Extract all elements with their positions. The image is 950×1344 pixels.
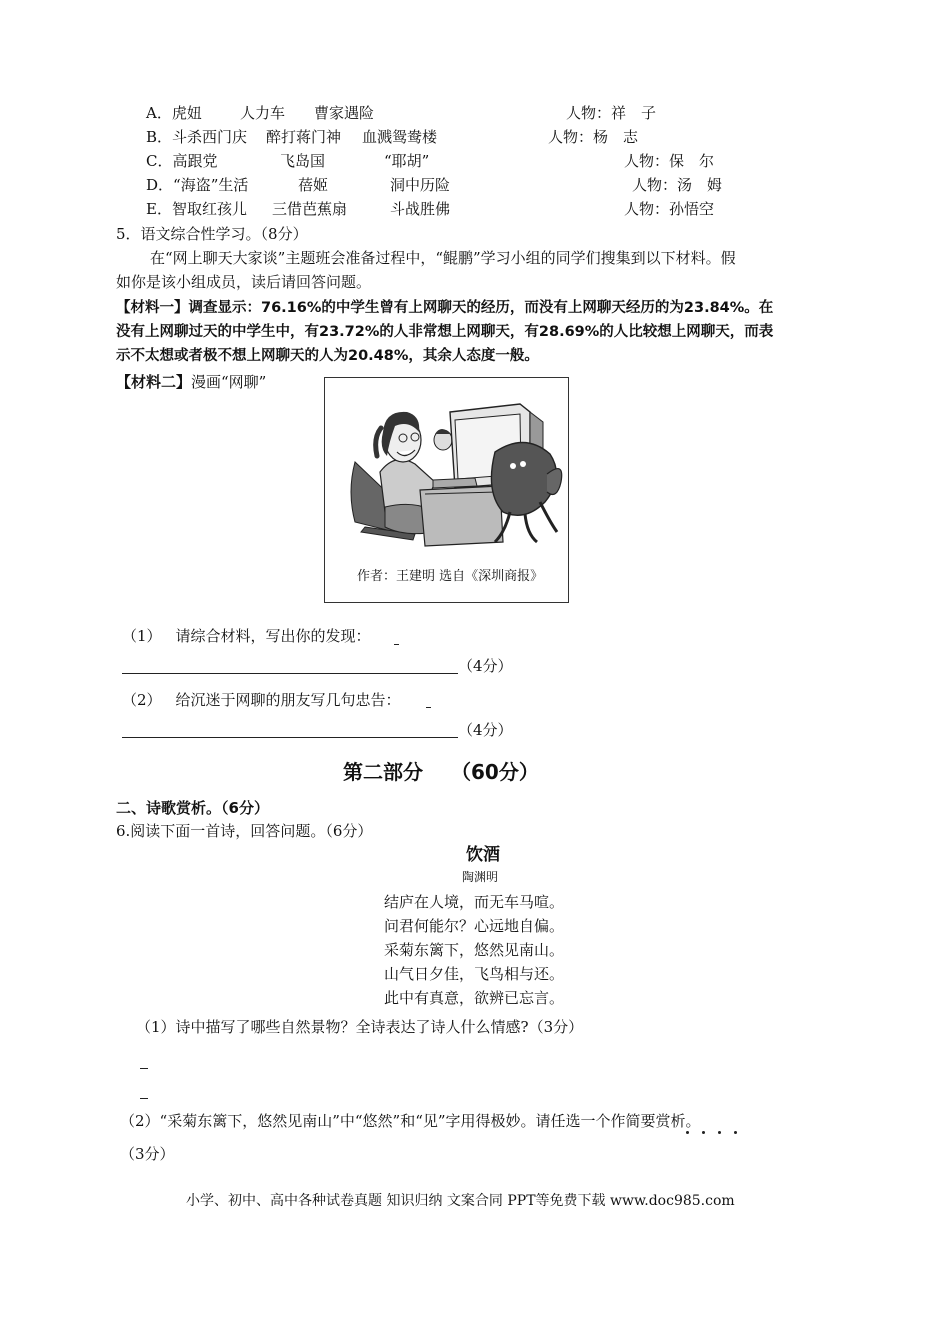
part2-heading: 第二部分 （60分） [343, 760, 539, 784]
option-e: E．智取红孩儿 [146, 200, 247, 218]
material-1-text: 示不太想或者极不想上网聊天的人为20.48%，其余人态度一般。 [116, 348, 539, 364]
option-item: “耶胡” [384, 152, 430, 170]
option-c: C．高跟党 [146, 152, 218, 170]
option-item: “海盗”生活 [173, 176, 249, 194]
emphasis-dot [686, 1131, 689, 1134]
q6-title: 6.阅读下面一首诗，回答问题。（6分） [116, 822, 373, 840]
option-item: 虎妞 [171, 104, 202, 122]
cartoon-illustration [325, 382, 567, 552]
option-b: B．斗杀西门庆 [146, 128, 248, 146]
option-item: 智取红孩儿 [171, 200, 247, 218]
option-item: 蓓姬 [298, 176, 329, 194]
material-1-label: 【材料一】 [116, 299, 189, 316]
material-2 [116, 372, 266, 392]
emphasis-dot [718, 1131, 721, 1134]
q5-intro: 如你是该小组成员，读后请回答问题。 [116, 273, 372, 291]
emphasis-dot [702, 1131, 705, 1134]
option-item: 三借芭蕉扇 [272, 200, 348, 218]
option-item: 高跟党 [172, 152, 218, 170]
score: （4分） [458, 657, 513, 675]
option-item: 人力车 [240, 104, 286, 122]
cartoon-frame [324, 377, 569, 603]
option-person: 人物：杨 志 [548, 128, 639, 146]
option-item: 斗战胜佛 [390, 200, 451, 218]
poem-title: 饮酒 [466, 845, 500, 865]
option-item: 醉打蒋门神 [266, 128, 342, 146]
option-item: 洞中历险 [390, 176, 451, 194]
q5-sub2: （2） 给沉迷于网聊的朋友写几句忠告： [122, 691, 401, 709]
material-1 [116, 298, 773, 318]
option-d: D．“海盗”生活 [146, 176, 249, 194]
q6-sub1: （1）诗中描写了哪些自然景物？全诗表达了诗人什么情感?（3分） [136, 1018, 584, 1036]
cartoon-caption: 作者：王建明 选自《深圳商报》 [357, 569, 544, 584]
answer-line[interactable] [140, 1068, 148, 1069]
answer-line[interactable] [426, 707, 431, 708]
poem-line: 问君何能尔？心远地自偏。 [384, 917, 565, 935]
material-1-text: 没有上网聊过天的中学生中，有23.72%的人非常想上网聊天，有28.69%的人比较想上网聊天，而表 [116, 324, 774, 340]
option-person: 人物：孙悟空 [624, 200, 715, 218]
option-a: A．虎妞 [146, 104, 202, 122]
option-item: 血溅鸳鸯楼 [362, 128, 438, 146]
poem-line: 采菊东篱下，悠然见南山。 [384, 941, 565, 959]
option-item: 斗杀西门庆 [172, 128, 248, 146]
material-1-text: 调查显示：76.16%的中学生曾有上网聊天的经历，而没有上网聊天经历的为23.84%。在 [188, 300, 774, 316]
answer-line[interactable] [122, 673, 458, 674]
emphasis-dot [734, 1131, 737, 1134]
answer-line[interactable] [122, 737, 458, 738]
q6-sub2-score: （3分） [120, 1145, 175, 1163]
q5-intro: 在“网上聊天大家谈”主题班会准备过程中，“鲲鹏”学习小组的同学们搜集到以下材料。假 [150, 249, 736, 267]
option-item: 曹家遇险 [314, 104, 375, 122]
poem-line: 山气日夕佳，飞鸟相与还。 [384, 965, 565, 983]
footer: 小学、初中、高中各种试卷真题 知识归纳 文案合同 PPT等免费下载 www.doc985.com [186, 1193, 735, 1209]
option-person: 人物：汤 姆 [632, 176, 723, 194]
poem-line: 结庐在人境，而无车马喧。 [384, 893, 565, 911]
poem-line: 此中有真意，欲辨已忘言。 [384, 989, 565, 1007]
option-person: 人物：保 尔 [624, 152, 715, 170]
poem-author: 陶渊明 [462, 870, 499, 884]
score: （4分） [458, 721, 513, 739]
q6-sub2: （2）“采菊东篱下，悠然见南山”中“悠然”和“见”字用得极妙。请任选一个作简要赏析。 [120, 1112, 701, 1130]
q5-title: 5．语文综合性学习。（8分） [116, 225, 308, 243]
option-person: 人物：祥 子 [566, 104, 657, 122]
option-item: 飞岛国 [280, 152, 326, 170]
answer-line[interactable] [140, 1098, 148, 1099]
material-2-text: 漫画“网聊” [191, 373, 267, 391]
section-title: 二、诗歌赏析。（6分） [116, 799, 269, 817]
q5-sub1: （1） 请综合材料，写出你的发现： [122, 627, 371, 645]
material-2-label: 【材料二】 [116, 373, 192, 391]
answer-line[interactable] [394, 644, 399, 645]
